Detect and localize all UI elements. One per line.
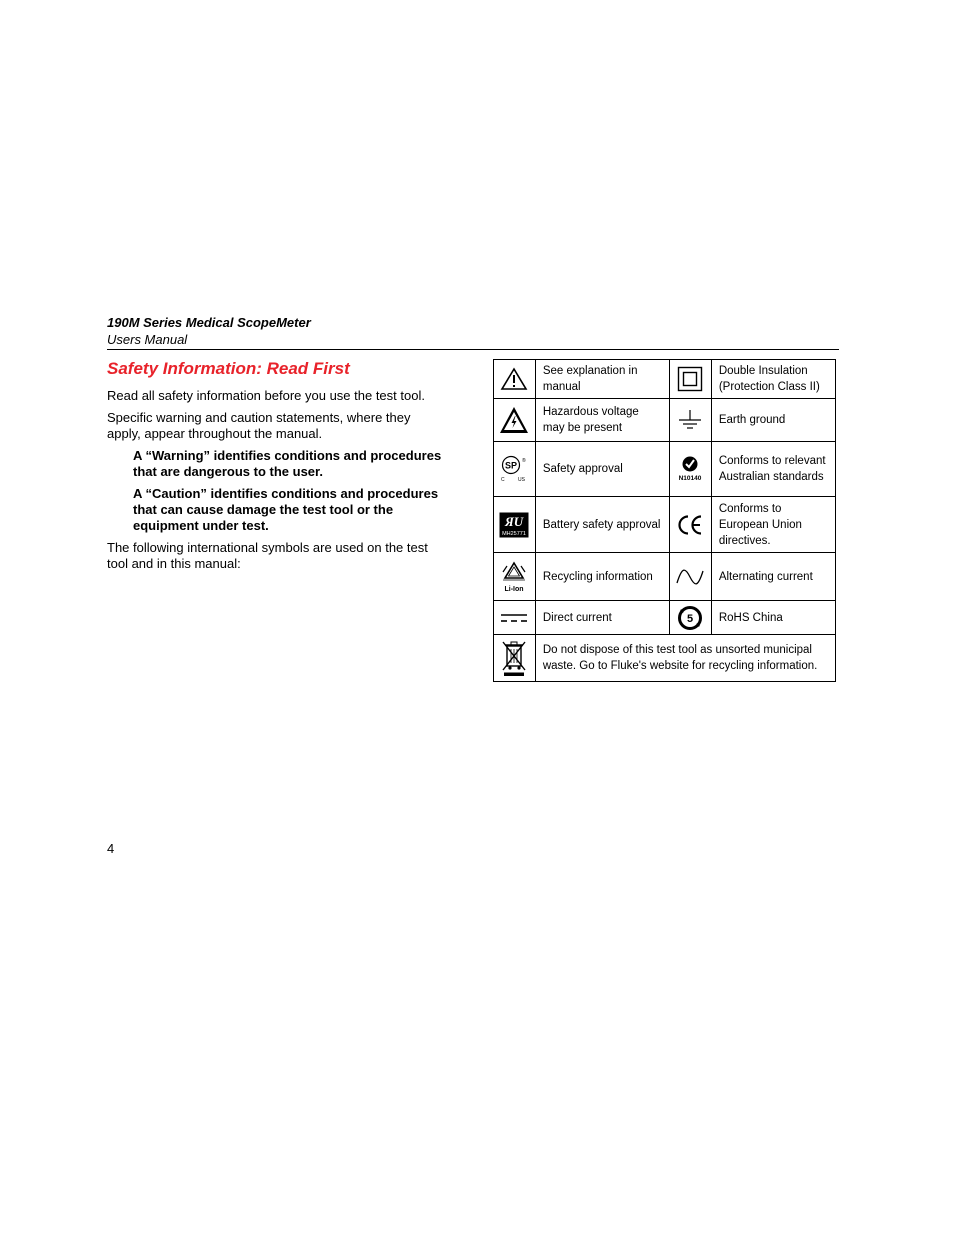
- document-title: 190M Series Medical ScopeMeter: [107, 315, 311, 330]
- svg-text:SP: SP: [505, 460, 518, 471]
- recycle-li-ion-icon: [494, 553, 536, 601]
- hazardous-voltage-icon: [494, 399, 536, 442]
- symbol-description: Double Insulation (Protection Class II): [711, 360, 835, 399]
- rohs-china-icon: [669, 601, 711, 635]
- symbol-description: Recycling information: [535, 553, 669, 601]
- weee-bin-icon: [494, 635, 536, 682]
- table-row: [494, 360, 836, 399]
- symbol-description: Earth ground: [711, 399, 835, 442]
- csa-c-label: C: [501, 477, 506, 483]
- table-row: [494, 399, 836, 442]
- ce-mark-icon: [669, 497, 711, 553]
- c-tick-icon: [669, 442, 711, 497]
- running-header: [107, 314, 839, 348]
- rohs-period-number: 5: [687, 612, 694, 625]
- table-row: [494, 553, 836, 601]
- table-row: [494, 497, 836, 553]
- csa-us-label: US: [518, 477, 526, 483]
- ul-file-number: MH25771: [502, 530, 527, 537]
- double-insulation-icon: [669, 360, 711, 399]
- csa-registered-mark: ®: [522, 458, 527, 464]
- symbol-description: Conforms to European Union directives.: [711, 497, 835, 553]
- symbol-description: Conforms to relevant Australian standards: [711, 442, 835, 497]
- section-title: Safety Information: Read First: [107, 359, 350, 378]
- li-ion-label: Li-Ion: [504, 585, 524, 593]
- alternating-current-icon: [669, 553, 711, 601]
- warning-triangle-icon: [494, 360, 536, 399]
- symbol-description: Safety approval: [535, 442, 669, 497]
- statements-paragraph: Specific warning and caution statements, where they apply, appear throughout the manual.: [107, 410, 411, 441]
- symbol-description: RoHS China: [711, 601, 835, 635]
- table-row: [494, 601, 836, 635]
- earth-ground-icon: [669, 399, 711, 442]
- symbols-intro-paragraph: The following international symbols are used on the test tool and in this manual:: [107, 540, 428, 571]
- page-number: 4: [107, 841, 115, 856]
- symbol-description: Direct current: [535, 601, 669, 635]
- caution-note: A “Caution” identifies conditions and procedures that can cause damage the test tool or the equipment under test.: [133, 486, 439, 533]
- symbols-table: [493, 359, 836, 682]
- document-subtitle: Users Manual: [107, 332, 188, 347]
- symbol-description: Hazardous voltage may be present: [535, 399, 669, 442]
- header-divider: [107, 349, 839, 350]
- intro-paragraph: Read all safety information before you use the test tool.: [107, 388, 425, 403]
- table-row: [494, 442, 836, 497]
- symbol-description: Alternating current: [711, 553, 835, 601]
- svg-text:ЯU: ЯU: [505, 513, 524, 529]
- c-tick-number: N10140: [678, 475, 702, 482]
- ul-recognized-icon: [494, 497, 536, 553]
- direct-current-icon: [494, 601, 536, 635]
- safety-section: [107, 358, 447, 578]
- weee-description: Do not dispose of this test tool as unsorted municipal waste. Go to Fluke's website for recycling information.: [535, 635, 835, 682]
- symbol-description: See explanation in manual: [535, 360, 669, 399]
- csa-icon: [494, 442, 536, 497]
- table-row: [494, 635, 836, 682]
- symbol-description: Battery safety approval: [535, 497, 669, 553]
- warning-note: A “Warning” identifies conditions and procedures that are dangerous to the user.: [133, 448, 442, 479]
